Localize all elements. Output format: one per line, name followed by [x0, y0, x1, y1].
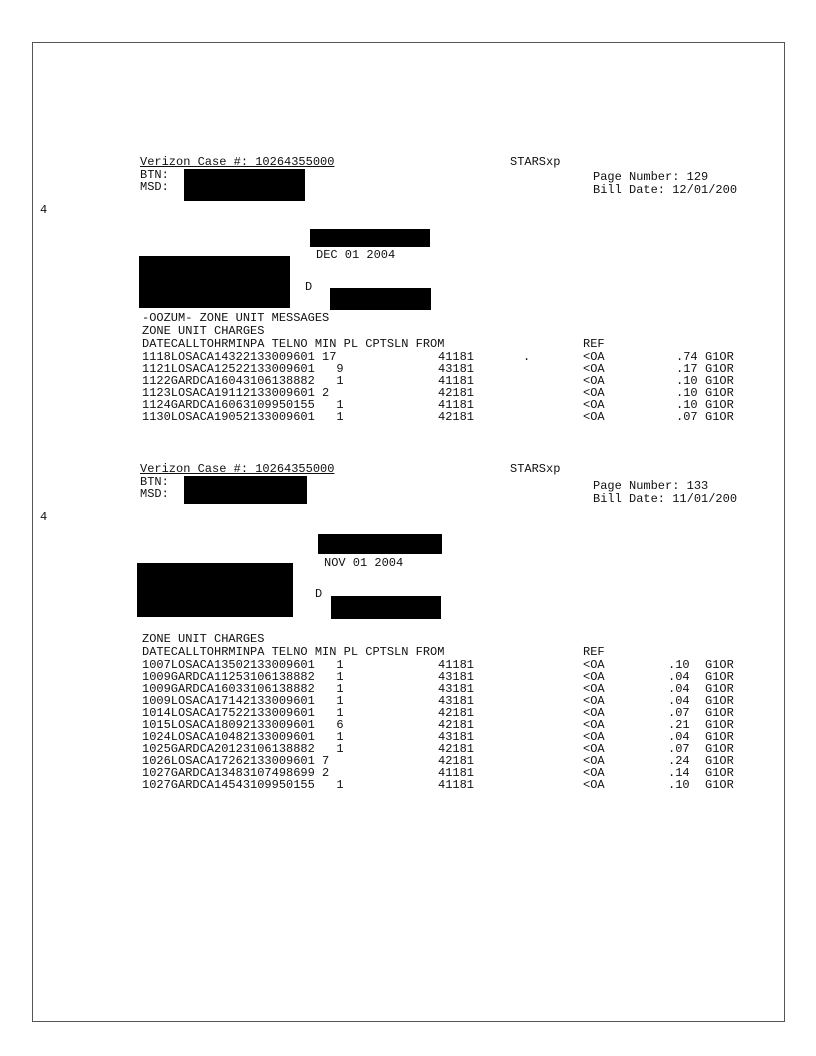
cpt-code: 43181 [438, 362, 475, 376]
charge-code: G1OR [705, 766, 734, 780]
stamp-date: NOV 01 2004 [324, 556, 404, 570]
charge-code: G1OR [705, 658, 734, 672]
cpt-code: 41181 [438, 766, 475, 780]
ref-value: <OA [583, 730, 605, 744]
ref-value: <OA [583, 766, 605, 780]
amount: .14 [668, 766, 690, 780]
cpt-code: 41181 [438, 374, 475, 388]
call-details: 1123LOSACA19112133009601 2 [142, 386, 330, 400]
ref-value: <OA [583, 658, 605, 672]
amount: .04 [668, 694, 690, 708]
charge-code: G1OR [705, 742, 734, 756]
ref-value: <OA [583, 670, 605, 684]
cpt-code: 41181 [438, 350, 475, 364]
charge-code: G1OR [705, 410, 734, 424]
charge-code: G1OR [705, 754, 734, 768]
ref-value: <OA [583, 374, 605, 388]
call-details: 1122GARDCA16043106138882 1 [142, 374, 344, 388]
call-details: 1124GARDCA16063109950155 1 [142, 398, 344, 412]
amount: .07 [676, 410, 698, 424]
call-details: 1118LOSACA14322133009601 17 [142, 350, 337, 364]
cpt-code: 43181 [438, 670, 475, 684]
system-name: STARSxp [510, 155, 561, 169]
from-value: . [523, 350, 531, 364]
charge-code: G1OR [705, 694, 734, 708]
charge-code: G1OR [705, 398, 734, 412]
amount: .10 [668, 658, 690, 672]
margin-mark: 4 [40, 510, 48, 524]
margin-mark: 4 [40, 203, 48, 217]
table-header: DATECALLTOHRMINPA TELNO MIN PL CPTSLN FROM [142, 645, 445, 659]
call-details: 1009GARDCA16033106138882 1 [142, 682, 344, 696]
charge-code: G1OR [705, 670, 734, 684]
charge-code: G1OR [705, 706, 734, 720]
ref-value: <OA [583, 410, 605, 424]
redaction-block [139, 256, 290, 308]
redaction-block [318, 534, 442, 554]
cpt-code: 42181 [438, 754, 475, 768]
table-header-ref: REF [583, 337, 605, 351]
ref-value: <OA [583, 682, 605, 696]
call-details: 1027GARDCA13483107498699 2 [142, 766, 330, 780]
ref-value: <OA [583, 386, 605, 400]
table-title: ZONE UNIT CHARGES [142, 324, 265, 338]
amount: .10 [668, 778, 690, 792]
ref-value: <OA [583, 350, 605, 364]
charge-code: G1OR [705, 386, 734, 400]
amount: .04 [668, 682, 690, 696]
call-details: 1024LOSACA10482133009601 1 [142, 730, 344, 744]
amount: .10 [676, 374, 698, 388]
call-details: 1130LOSACA19052133009601 1 [142, 410, 344, 424]
system-name: STARSxp [510, 462, 561, 476]
amount: .24 [668, 754, 690, 768]
d-mark: D [305, 280, 313, 294]
redaction-block [184, 169, 305, 201]
charge-code: G1OR [705, 362, 734, 376]
case-number: Verizon Case #: 10264355000 [140, 155, 335, 169]
amount: .17 [676, 362, 698, 376]
page-number: Page Number: 133 [593, 479, 709, 493]
ref-value: <OA [583, 778, 605, 792]
cpt-code: 42181 [438, 386, 475, 400]
call-details: 1025GARDCA20123106138882 1 [142, 742, 344, 756]
ref-value: <OA [583, 706, 605, 720]
ref-value: <OA [583, 754, 605, 768]
call-details: 1009GARDCA11253106138882 1 [142, 670, 344, 684]
ref-value: <OA [583, 362, 605, 376]
cpt-code: 41181 [438, 778, 475, 792]
d-mark: D [315, 587, 323, 601]
cpt-code: 42181 [438, 706, 475, 720]
redaction-block [330, 288, 431, 310]
msd-label: MSD: [140, 180, 169, 194]
charge-code: G1OR [705, 682, 734, 696]
call-details: 1121LOSACA12522133009601 9 [142, 362, 344, 376]
stamp-date: DEC 01 2004 [316, 248, 396, 262]
redaction-block [310, 229, 430, 247]
table-title: ZONE UNIT CHARGES [142, 632, 265, 646]
amount: .07 [668, 742, 690, 756]
call-details: 1009LOSACA17142133009601 1 [142, 694, 344, 708]
btn-label: BTN: [140, 475, 169, 489]
message-title: -OOZUM- ZONE UNIT MESSAGES [142, 311, 330, 325]
charge-code: G1OR [705, 350, 734, 364]
cpt-code: 42181 [438, 718, 475, 732]
charge-code: G1OR [705, 374, 734, 388]
amount: .74 [676, 350, 698, 364]
bill-date: Bill Date: 12/01/200 [593, 183, 738, 197]
table-header-ref: REF [583, 645, 605, 659]
charge-code: G1OR [705, 718, 734, 732]
btn-label: BTN: [140, 168, 169, 182]
call-details: 1015LOSACA18092133009601 6 [142, 718, 344, 732]
redaction-block [137, 563, 293, 617]
amount: .04 [668, 670, 690, 684]
ref-value: <OA [583, 694, 605, 708]
cpt-code: 41181 [438, 658, 475, 672]
charge-code: G1OR [705, 778, 734, 792]
redaction-block [184, 476, 307, 504]
table-header: DATECALLTOHRMINPA TELNO MIN PL CPTSLN FROM [142, 337, 445, 351]
call-details: 1014LOSACA17522133009601 1 [142, 706, 344, 720]
page-number: Page Number: 129 [593, 170, 709, 184]
call-details: 1007LOSACA13502133009601 1 [142, 658, 344, 672]
cpt-code: 42181 [438, 410, 475, 424]
cpt-code: 43181 [438, 694, 475, 708]
amount: .07 [668, 706, 690, 720]
redaction-block [331, 596, 441, 619]
bill-date: Bill Date: 11/01/200 [593, 492, 738, 506]
call-details: 1026LOSACA17262133009601 7 [142, 754, 330, 768]
amount: .04 [668, 730, 690, 744]
cpt-code: 43181 [438, 730, 475, 744]
cpt-code: 42181 [438, 742, 475, 756]
ref-value: <OA [583, 398, 605, 412]
ref-value: <OA [583, 718, 605, 732]
call-details: 1027GARDCA14543109950155 1 [142, 778, 344, 792]
amount: .21 [668, 718, 690, 732]
case-number: Verizon Case #: 10264355000 [140, 462, 335, 476]
cpt-code: 41181 [438, 398, 475, 412]
amount: .10 [676, 386, 698, 400]
amount: .10 [676, 398, 698, 412]
cpt-code: 43181 [438, 682, 475, 696]
ref-value: <OA [583, 742, 605, 756]
msd-label: MSD: [140, 487, 169, 501]
charge-code: G1OR [705, 730, 734, 744]
